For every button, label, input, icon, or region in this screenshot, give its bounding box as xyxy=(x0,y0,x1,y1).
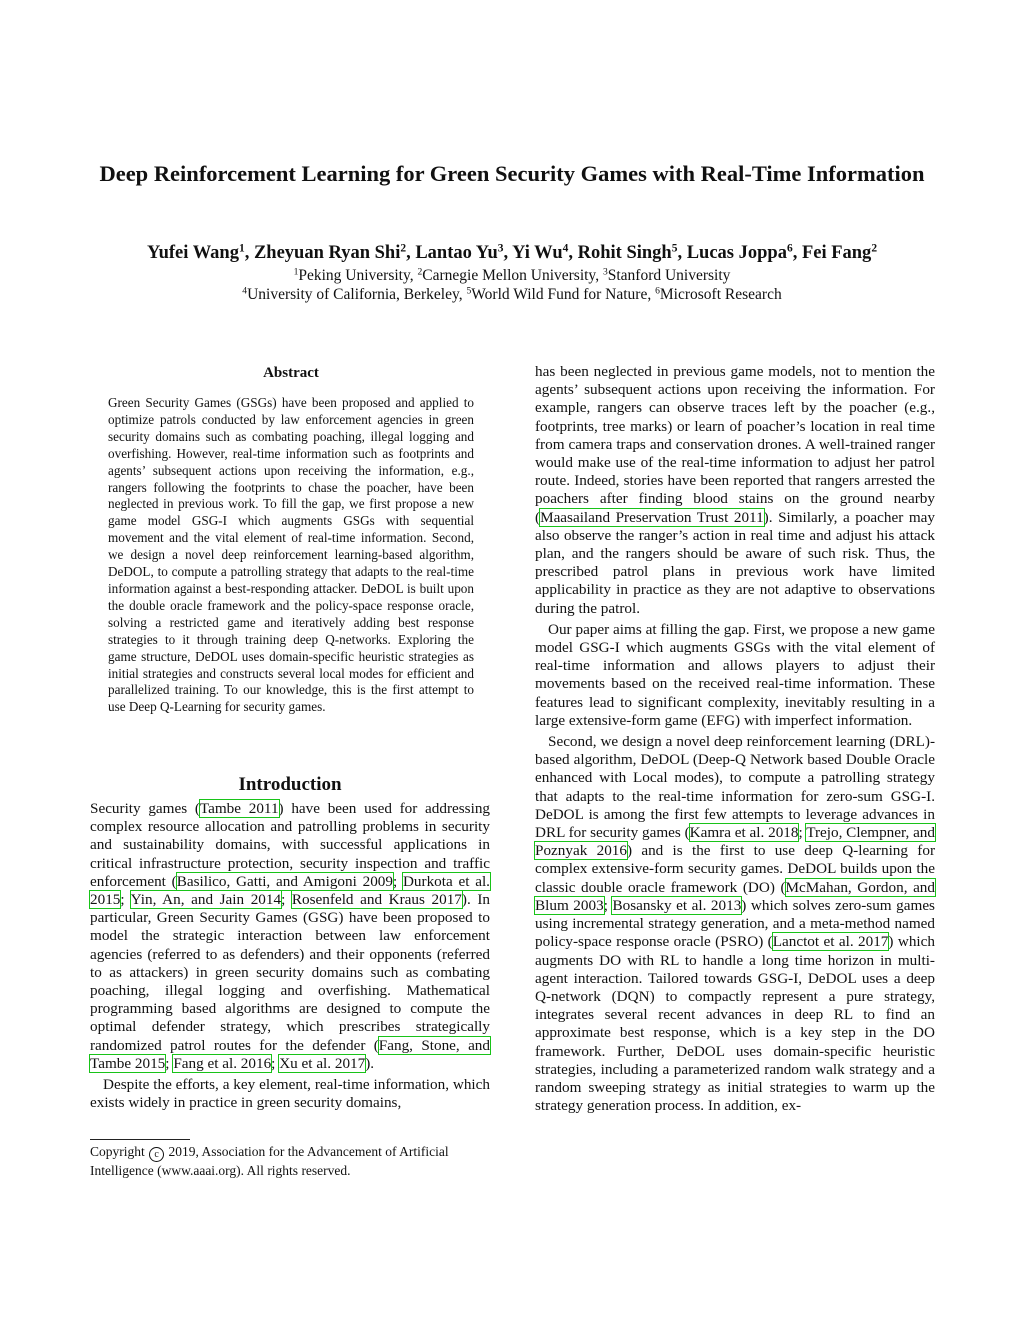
citation-link[interactable]: Kamra et al. 2018 xyxy=(689,824,799,842)
text-run: Despite the efforts, a key element, real-time information, which exists widely in practice in green security domains, xyxy=(90,1076,490,1112)
text-run: has been neglected in previous game models, not to mention the agents’ subsequent actions upon receiving the information. For example, rangers can observe traces left by the poacher (e.g., footprints, tree marks) or learn of poacher’s location in real time from camera traps and conservation drones. A well-trained ranger would make use of the real-time information to adjust her patrol route. Indeed, stories have been reported that rangers arrested the poachers after finding blood stains on the ground nearby ( xyxy=(535,363,935,526)
text-run: ; xyxy=(120,891,131,909)
author-name: Yufei Wang xyxy=(146,243,239,263)
text-run: ; xyxy=(798,824,807,842)
author-affiliation-mark: 2 xyxy=(400,242,407,255)
footnote-rule xyxy=(90,1139,190,1140)
affiliation-separator: , xyxy=(595,267,603,284)
paragraph xyxy=(535,621,935,730)
affiliation-name: University of California, Berkeley xyxy=(247,286,459,303)
author-name: Zheyuan Ryan Shi xyxy=(253,243,401,263)
citation-link[interactable]: McMahan, Gordon, and Blum 2003 xyxy=(535,878,935,914)
author-name: Rohit Singh xyxy=(577,243,672,263)
citation-link[interactable]: Yin, An, and Jain 2014 xyxy=(130,891,282,909)
citation-link[interactable]: Xu et al. 2017 xyxy=(279,1054,366,1072)
affiliation-mark: 2 xyxy=(417,266,423,278)
affiliation-separator: , xyxy=(458,286,467,303)
author-affiliation-mark: 2 xyxy=(871,242,878,255)
author-affiliation-mark: 6 xyxy=(786,242,793,255)
affiliation-name: Peking University xyxy=(298,267,410,284)
author-affiliation-mark: 1 xyxy=(238,242,245,255)
citation-link[interactable]: Durkota et al. 2015 xyxy=(90,872,490,909)
paragraph xyxy=(535,733,935,1115)
affiliation-mark: 5 xyxy=(466,285,472,297)
text-run: ; xyxy=(271,1054,280,1072)
text-run: ). xyxy=(365,1054,375,1072)
footnote-post: 2019, Association for the Advancement of Artificial Intelligence (www.aaai.org). All rights reserved. xyxy=(90,1144,449,1178)
citation-link[interactable]: Trejo, Clempner, and Poznyak 2016 xyxy=(535,824,935,860)
abstract-body: Green Security Games (GSGs) have been proposed and applied to optimize patrols conducted by law enforcement agencies in green security domains such as combating poaching, illegal logging and overfishing. However, real-time information such as footprints and agents’ subsequent actions upon receiving the information, e.g., rangers following the footprints to chase the poacher, have been neglected in previous work. To fill the gap, we first propose a new game model GSG-I which augments GSGs with sequential movement and the vital element of real-time information. Second, we design a novel deep reinforcement learning-based algorithm, DeDOL, to compute a patrolling strategy that adapts to the real-time information against a best-responding attacker. DeDOL is built upon the double oracle framework and the policy-space response oracle, solving a restricted game and iteratively adding best response strategies to it through training deep Q-networks. Exploring the game structure, DeDOL uses domain-specific heuristic strategies as initial strategies and constructs several local modes for efficient and parallelized training. To our knowledge, this is the first attempt to use Deep Q-Learning for security games. xyxy=(108,395,474,715)
author-affiliation-mark: 4 xyxy=(562,242,569,255)
text-run: ; xyxy=(165,1054,174,1072)
text-run: ; xyxy=(392,872,403,890)
introduction-heading: Introduction xyxy=(238,774,342,795)
affiliation-name: World Wild Fund for Nature xyxy=(471,286,648,303)
paragraph xyxy=(90,800,490,1073)
text-run: Our paper aims at filling the gap. First, we propose a new game model GSG-I which augments GSGs with the vital element of real-time information and allows players to adjust their movements based on the received real-time information. These features lead to significant complexity, inevitably resulting in a large extensive-form game (EFG) with imperfect information. xyxy=(535,620,935,729)
citation-link[interactable]: Fang, Stone, and Tambe 2015 xyxy=(90,1036,490,1072)
text-run: ). Similarly, a poacher may also observe the ranger’s action in real time and adjust his attack plan, and the rangers should be aware of such risk. Thus, the prescribed patrol plans in previous work have limited applicability in practice as they are not adaptive to observations during the patrol. xyxy=(535,508,935,617)
author-separator: , xyxy=(406,243,416,263)
text-run: ) have been used for addressing complex resource allocation and patrolling problems in security and sustainability domains, with successful applications in critical infrastructure protection, security inspection and traffic enforcement ( xyxy=(90,800,491,890)
author-name: Lantao Yu xyxy=(415,243,498,263)
author-separator: , xyxy=(244,243,254,263)
text-run: ). In particular, Green Security Games (GSG) have been proposed to model the strategic interaction between law enforcement agencies (referred to as defenders) and their opponents (referred to as attackers) in green security domains such as combating poaching, illegal logging and overfishing. Mathematical programming based algorithms are designed to compute the optimal defender strategy, which prescribes strategically randomized patrol routes for the defender ( xyxy=(90,891,490,1054)
author-separator: , xyxy=(568,243,578,263)
text-run: Second, we design a novel deep reinforcement learning (DRL)-based algorithm, DeDOL (Deep-Q Network based Double Oracle enhanced with Local modes), to compute a patrolling strategy that adapts to the real-time information for zero-sum GSG-I. DeDOL is among the first few attempts to leverage advances in DRL for security games ( xyxy=(535,733,935,842)
author-affiliation-mark: 3 xyxy=(497,242,504,255)
author-name: Lucas Joppa xyxy=(686,243,787,263)
citation-link[interactable]: Basilico, Gatti, and Amigoni 2009 xyxy=(176,872,393,890)
affiliation-name: Carnegie Mellon University xyxy=(422,267,596,284)
left-column-text xyxy=(90,800,490,1115)
author-affiliation-mark: 5 xyxy=(671,242,678,255)
affiliation-name: Microsoft Research xyxy=(659,286,782,303)
affiliation-separator: , xyxy=(409,267,418,284)
citation-link[interactable]: Tambe 2011 xyxy=(199,800,279,817)
citation-link[interactable]: Lanctot et al. 2017 xyxy=(772,933,889,951)
author-separator: , xyxy=(792,243,802,263)
text-run: ; xyxy=(603,896,613,914)
text-run: Security games ( xyxy=(90,800,200,817)
text-run: ; xyxy=(281,891,292,909)
affiliation-separator: , xyxy=(647,286,656,303)
footnote-pre: Copyright xyxy=(90,1144,145,1159)
copyright-footnote xyxy=(90,1143,490,1179)
author-name: Fei Fang xyxy=(801,243,872,263)
affiliations-line-1 xyxy=(60,266,964,285)
affiliation-mark: 1 xyxy=(293,266,299,278)
copyright-icon: c xyxy=(149,1147,164,1162)
paragraph xyxy=(535,363,935,618)
citation-link[interactable]: Bosansky et al. 2013 xyxy=(612,896,742,914)
affiliation-mark: 4 xyxy=(242,285,248,297)
author-separator: , xyxy=(503,243,513,263)
text-run: ) and is the first to use deep Q-learning for complex extensive-form security games. DeDOL builds upon the classic double oracle framework (DO) ( xyxy=(535,842,935,896)
paragraph xyxy=(90,1076,490,1112)
affiliation-mark: 3 xyxy=(602,266,608,278)
author-separator: , xyxy=(677,243,687,263)
affiliation-name: Stanford University xyxy=(607,267,731,284)
paper-title: Deep Reinforcement Learning for Green Security Games with Real-Time Information xyxy=(99,161,925,186)
citation-link[interactable]: Fang et al. 2016 xyxy=(173,1054,272,1072)
abstract-heading: Abstract xyxy=(263,365,319,381)
citation-link[interactable]: Rosenfeld and Kraus 2017 xyxy=(291,891,462,909)
author-name: Yi Wu xyxy=(512,243,563,263)
right-column-text xyxy=(535,363,935,1118)
affiliation-mark: 6 xyxy=(655,285,660,297)
text-run: ) which augments DO with RL to handle a long time horizon in multi-agent interaction. Tailored towards GSG-I, DeDOL uses a deep Q-network (DQN) to compactly represent a pure strategy, integrates several recent advances in deep RL to find an approximate best response, which is a key step in the DO framework. Further, DeDOL uses domain-specific heuristic strategies, including a parameterized random walk strategy and a random sweeping strategy as initial strategies to warm up the strategy generation process. In addition, ex- xyxy=(535,933,935,1115)
citation-link[interactable]: Maasailand Preservation Trust 2011 xyxy=(540,508,764,526)
author-list xyxy=(60,241,964,265)
text-run: ) which solves zero-sum games using incremental strategy generation, and a meta-method named policy-space response oracle (PSRO) ( xyxy=(535,896,935,951)
affiliations-line-2 xyxy=(60,285,964,304)
